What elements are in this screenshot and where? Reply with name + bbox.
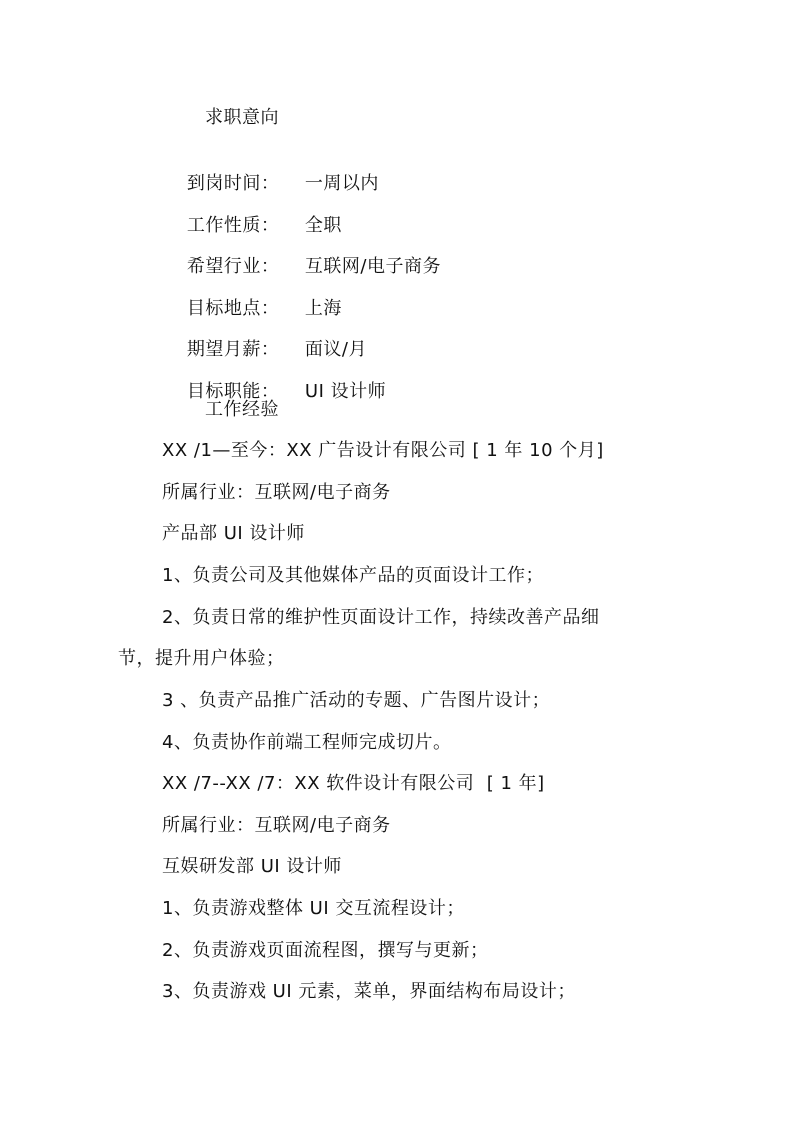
intent-label: 目标职能： bbox=[186, 381, 280, 402]
intent-value: 面议/月 bbox=[304, 339, 367, 360]
job2-period: XX /7--XX /7：XX 软件设计有限公司 [ 1 年] bbox=[162, 773, 545, 794]
intent-label: 期望月薪： bbox=[186, 339, 280, 360]
job1-industry: 所属行业：互联网/电子商务 bbox=[162, 482, 391, 503]
job1-role: 产品部 UI 设计师 bbox=[162, 523, 305, 544]
job-intent-heading: 求职意向 bbox=[205, 107, 279, 128]
intent-value: 一周以内 bbox=[304, 173, 379, 194]
intent-label: 希望行业： bbox=[186, 256, 280, 277]
job1-duty: 1、负责公司及其他媒体产品的页面设计工作； bbox=[162, 565, 544, 586]
job2-duty: 1、负责游戏整体 UI 交互流程设计； bbox=[162, 898, 465, 919]
job1-duty-continuation: 节，提升用户体验； bbox=[118, 648, 285, 669]
work-experience-heading: 工作经验 bbox=[205, 399, 279, 420]
intent-value: 上海 bbox=[304, 298, 342, 319]
intent-label: 工作性质： bbox=[186, 215, 280, 236]
intent-value: UI 设计师 bbox=[304, 381, 387, 402]
intent-label: 到岗时间： bbox=[186, 173, 280, 194]
job2-role: 互娱研发部 UI 设计师 bbox=[162, 856, 342, 877]
job1-duty: 3 、负责产品推广活动的专题、广告图片设计； bbox=[162, 690, 551, 711]
intent-label: 目标地点： bbox=[186, 298, 280, 319]
intent-value: 全职 bbox=[304, 215, 342, 236]
job1-period: XX /1—至今：XX 广告设计有限公司 [ 1 年 10 个月] bbox=[162, 440, 604, 461]
job1-duty: 4、负责协作前端工程师完成切片。 bbox=[162, 732, 452, 753]
job2-duty: 2、负责游戏页面流程图，撰写与更新； bbox=[162, 940, 489, 961]
job1-duty: 2、负责日常的维护性页面设计工作，持续改善产品细 bbox=[162, 607, 600, 628]
intent-value: 互联网/电子商务 bbox=[304, 256, 441, 277]
job2-duty: 3、负责游戏 UI 元素，菜单，界面结构布局设计； bbox=[162, 981, 576, 1002]
job2-industry: 所属行业：互联网/电子商务 bbox=[162, 815, 391, 836]
